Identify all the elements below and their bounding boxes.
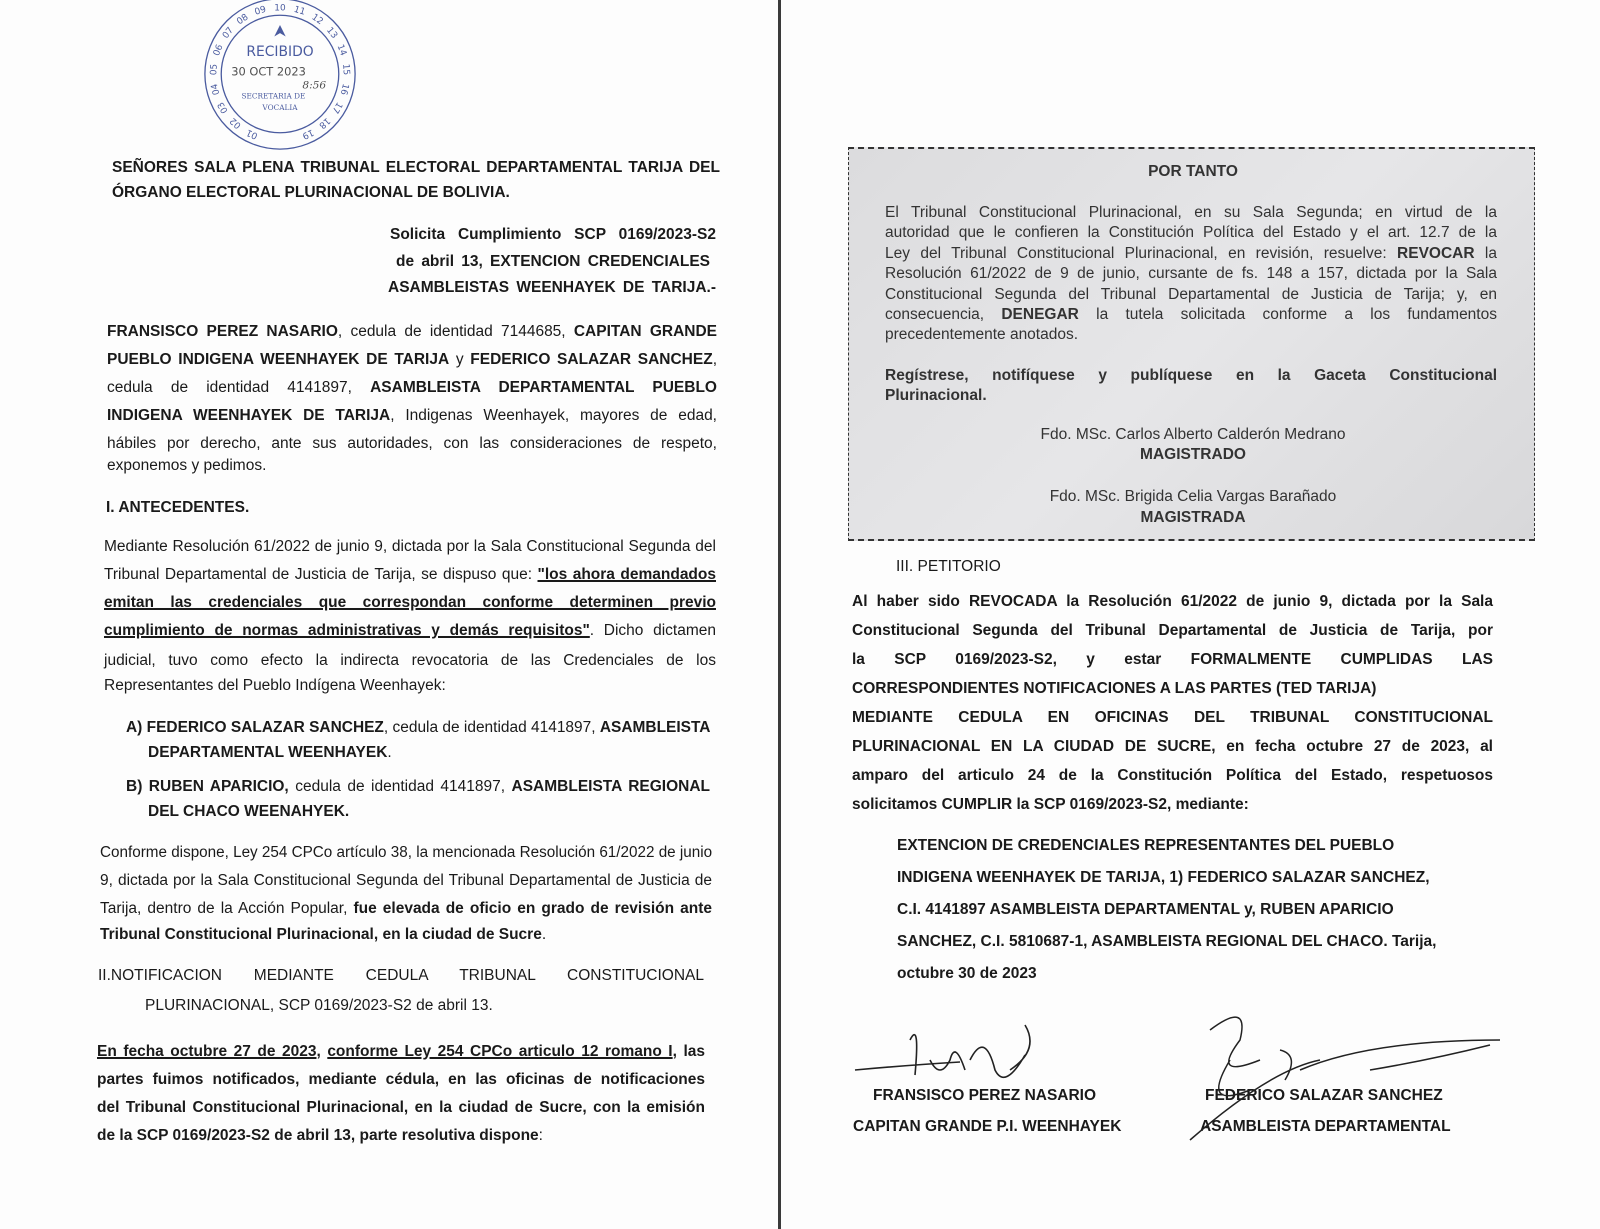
text-segment: DEL CHACO WEENAHYEK. [148,803,350,820]
left-text-line [148,743,448,763]
text-segment: Constitucional Segunda del Tribunal Departamental de Justicia de Tarija [852,622,1452,639]
left-text-line [98,966,704,986]
left-text-line [100,899,712,919]
left-text-line [145,996,545,1016]
text-segment: Plurinacional. [885,387,987,404]
text-segment: autoridad que le confieren la Constitución Política del Estado y el art. 12.7 de la [885,224,1497,241]
text-segment: Tribunal Departamental de Justicia de Tarija, se dispuso que: [104,566,538,583]
text-segment: En fecha octubre 27 de 2023 [97,1043,317,1060]
left-text-line [396,252,710,272]
text-segment: "los ahora demandados [537,566,716,583]
text-segment: INDIGENA WEENHAYEK DE TARIJA [107,407,391,424]
left-text-line [107,406,717,426]
stamp-day-number: 08 [235,12,251,28]
text-segment: SEÑORES SALA PLENA TRIBUNAL ELECTORAL DEPARTAMENTAL TARIJA DEL [112,159,720,176]
text-segment: judicial, tuvo como efecto la indirecta revocatoria de las Credenciales de los [104,652,716,669]
text-segment: Al haber sido REVOCADA la Resolución 61/2022 de junio 9, dictada por la Sala [852,593,1493,610]
stamp-day-number: 06 [212,43,226,58]
text-segment: MAGISTRADO [1140,446,1246,463]
left-text-line [104,593,716,613]
text-segment: REVOCAR [1397,245,1475,262]
por-tanto-text-line [848,487,1538,507]
text-segment: Tarija, dentro de la Acción Popular, [100,900,354,917]
text-segment: amparo del articulo 24 de la Constitución Política del Estado, respetuosos [852,767,1493,784]
text-segment: El Tribunal Constitucional Plurinacional, en su Sala Segunda; en virtud de la [885,204,1497,221]
text-segment: Ley del Tribunal Constitucional Plurinacional, en revisión, resuelve: [885,245,1398,262]
left-text-line [126,718,710,738]
text-segment: Representantes del Pueblo Indígena Weenhayek: [104,677,446,694]
por-tanto-text-line [848,445,1538,465]
left-text-line [107,434,717,454]
stamp-day-number: 18 [316,115,332,131]
stamp-day-number: 11 [292,4,307,18]
text-segment: II. [98,967,111,984]
por-tanto-text-line [885,244,1497,264]
stamp-time: 8:56 [302,78,327,92]
text-segment: Conforme dispone, Ley 254 CPCo artículo 38, la mencionada Resolución 61/2022 de junio [100,844,713,861]
text-segment: FRANSISCO PEREZ NASARIO [107,323,338,340]
text-segment: ASAMBLEISTA [599,719,711,736]
text-segment: Solicita Cumplimiento SCP 0169/2023-S2 [390,226,716,243]
text-segment: NOTIFICACION MEDIANTE CEDULA TRIBUNAL CONSTITUCIONAL [110,967,704,984]
text-segment: Regístrese, notifíquese y publíquese en la Gaceta Constitucional [885,367,1497,384]
text-segment: , [316,1043,328,1060]
text-segment: FRANSISCO PEREZ NASARIO [873,1087,1097,1104]
stamp-day-number: 10 [274,3,286,14]
right-text-line [852,795,1352,815]
text-segment: , por [1451,622,1493,639]
text-segment: consecuencia, [885,306,1002,323]
text-segment: : [538,1127,543,1144]
right-text-line [897,868,1475,888]
text-segment: conforme Ley 254 CPCo articulo 12 romano I [327,1043,673,1060]
por-tanto-text-line [885,386,1497,406]
text-segment: PUEBLO INDIGENA WEENHAYEK DE TARIJA [107,351,450,368]
stamp-day-number: 19 [300,126,316,141]
text-segment: . [541,926,547,943]
left-text-line [97,1070,705,1090]
text-segment: . Dicho dictamen [589,622,716,639]
left-text-line [112,158,720,178]
right-text-line [852,621,1493,641]
left-text-line [148,802,448,822]
text-segment: Resolución 61/2022 de 9 de junio, cursante de fs. 148 a 157, dictada por la Sala [885,265,1497,282]
stamp-day-number: 03 [216,99,231,115]
text-segment: FEDERICO SALAZAR SANCHEZ [470,351,713,368]
stamp-day-number: 14 [334,43,348,58]
stamp-day-number: 02 [228,115,244,131]
text-segment: ÓRGANO ELECTORAL PLURINACIONAL DE BOLIVIA. [112,184,510,201]
text-segment: , cedula de identidad 4141897, [383,719,600,736]
left-text-line [106,498,406,518]
stamp-day-number: 13 [324,25,339,41]
por-tanto-text-line [848,425,1538,445]
text-segment: Constitucional Segunda del Tribunal Departamental de Justicia de Tarija; y, en [885,286,1497,303]
text-segment: emitan las credenciales que correspondan conforme determinen previo [104,594,716,611]
text-segment: Fdo. MSc. Brigida Celia Vargas Barañado [1049,488,1337,505]
text-segment: , cedula de identidad 7144685, [337,323,574,340]
text-segment: la SCP 0169/2023-S2, y estar FORMALMENTE CUMPLIDAS LAS [852,651,1493,668]
stamp-day-number: 09 [253,4,268,18]
stamp-office-1: SECRETARIA DE [241,91,306,101]
stamp-label: RECIBIDO [246,44,314,61]
stamp-day-number: 04 [209,82,223,96]
left-text-line [107,456,407,476]
text-segment: octubre 30 de 2023 [897,965,1037,982]
por-tanto-text-line [885,366,1497,386]
left-text-line [107,322,717,342]
text-segment: Fdo. MSc. Carlos Alberto Calderón Medrano [1040,426,1346,443]
text-segment: EXTENCION DE CREDENCIALES REPRESENTANTES DEL PUEBLO [897,837,1395,854]
text-segment: DEPARTAMENTAL WEENHAYEK [148,744,388,761]
text-segment: ASAMBLEISTA REGIONAL [511,778,710,795]
por-tanto-text-line [885,203,1497,223]
left-text-line [97,1126,597,1146]
text-segment: I. ANTECEDENTES. [106,499,250,516]
text-segment: precedentemente anotados. [885,326,1079,343]
text-segment: y [449,351,471,368]
text-segment: C.I. 4141897 ASAMBLEISTA DEPARTAMENTAL y, RUBEN APARICIO [897,901,1394,918]
text-segment: exponemos y pedimos. [107,457,267,474]
text-segment: INDIGENA WEENHAYEK DE TARIJA, 1) FEDERICO SALAZAR SANCHEZ, [897,869,1430,886]
text-segment: fue elevada de oficio en grado de revisión ante [353,900,712,917]
text-segment: , las [672,1043,705,1060]
text-segment: cedula de identidad 4141897, [107,379,371,396]
left-text-line [104,565,716,585]
text-segment: A) FEDERICO SALAZAR SANCHEZ [126,719,384,736]
left-text-line [126,777,710,797]
right-text-line [896,557,1196,577]
stamp-day-number: 05 [209,63,220,76]
signature-fransisco-perez [850,1010,1070,1090]
left-text-line [104,676,504,696]
stamp-day-number: 07 [221,25,236,41]
text-segment: la [1474,245,1497,262]
text-segment: ASAMBLEISTA DEPARTAMENTAL PUEBLO [370,379,717,396]
right-text-line [852,679,1422,699]
text-segment: de la SCP 0169/2023-S2 de abril 13, parte resolutiva dispone [97,1127,539,1144]
stamp-day-number: 15 [340,63,351,76]
left-text-line [107,378,717,398]
right-text-line [852,708,1493,728]
text-segment: , [712,351,717,368]
right-text-line [897,964,1197,984]
stamp-day-number: 01 [244,126,260,141]
right-text-line [852,650,1493,670]
por-tanto-text-line [848,508,1538,528]
left-text-line [104,621,716,641]
text-segment: la tutela solicitada conforme a los fundamentos [1078,306,1497,323]
text-segment: MAGISTRADA [1140,509,1246,526]
left-text-line [104,537,716,557]
text-segment: POR TANTO [1148,163,1238,180]
right-text-line [897,836,1437,856]
text-segment: CAPITAN GRANDE P.I. WEENHAYEK [853,1118,1122,1135]
text-segment: ASAMBLEISTAS WEENHAYEK DE TARIJA.- [388,279,716,296]
text-segment: ASAMBLEISTA DEPARTAMENTAL [1200,1118,1451,1135]
text-segment: cumplimiento de normas administrativas y demás requisitos" [104,622,590,639]
stamp-day-number: 16 [337,82,351,96]
stamp-date: 30 OCT 2023 [231,64,306,79]
por-tanto-text-line [885,305,1497,325]
right-text-line [897,900,1467,920]
text-segment: partes fuimos notificados, mediante cédula, en las oficinas de notificaciones [97,1071,705,1088]
text-segment: 9, dictada por la Sala Constitucional Segunda del Tribunal Departamental de Justicia de [100,872,712,889]
left-text-line [100,843,712,863]
text-segment: cedula de identidad 4141897, [288,778,512,795]
text-segment: PLURINACIONAL, SCP 0169/2023-S2 de abril 13. [145,997,493,1014]
signature-federico-salazar [1170,1000,1510,1150]
text-segment: . [387,744,392,761]
text-segment: de abril 13, EXTENCION CREDENCIALES [396,253,710,270]
text-segment: B) RUBEN APARICIO, [126,778,289,795]
left-text-line [97,1098,705,1118]
stamp-logo-icon [274,25,285,36]
text-segment: CORRESPONDIENTES NOTIFICACIONES A LAS PARTES (TED TARIJA) [852,680,1377,697]
text-segment: solicitamos CUMPLIR la SCP 0169/2023-S2, mediante: [852,796,1249,813]
por-tanto-text-line [885,223,1497,243]
text-segment: hábiles por derecho, ante sus autoridades, con las consideraciones de respeto, [107,435,717,452]
right-text-line [853,1117,1173,1137]
left-text-line [107,350,717,370]
stamp-day-number: 12 [309,12,325,28]
por-tanto-text-line [885,264,1497,284]
text-segment: , Indigenas Weenhayek, mayores de edad, [390,407,717,424]
left-text-line [97,1042,705,1062]
text-segment: PLURINACIONAL EN LA CIUDAD DE SUCRE, en fecha octubre 27 de 2023, al [852,738,1493,755]
left-text-line [100,871,712,891]
left-text-line [388,278,716,298]
right-text-line [852,592,1493,612]
text-segment: MEDIANTE CEDULA EN OFICINAS DEL TRIBUNAL CONSTITUCIONAL [852,709,1493,726]
por-tanto-text-line [885,325,1497,345]
text-segment: DENEGAR [1001,306,1079,323]
por-tanto-text-line [885,285,1497,305]
por-tanto-text-line [848,162,1538,182]
left-text-line [112,183,552,203]
text-segment: III. PETITORIO [896,558,1001,575]
text-segment: del Tribunal Constitucional Plurinacional, en la ciudad de Sucre, con la emisión [97,1099,705,1116]
text-segment: Tribunal Constitucional Plurinacional, en la ciudad de Sucre [100,926,542,943]
stamp-office-2: VOCALIA [262,102,298,112]
right-text-line [852,737,1493,757]
left-text-line [104,651,716,671]
left-text-line [100,925,620,945]
text-segment: CAPITAN GRANDE [573,323,717,340]
text-segment: FEDERICO SALAZAR SANCHEZ [1205,1087,1443,1104]
stamp-day-number: 17 [329,99,344,115]
text-segment: Mediante Resolución 61/2022 de junio 9, dictada por la Sala Constitucional Segunda del [104,538,716,555]
right-text-line [852,766,1493,786]
left-text-line [390,225,716,245]
recibido-stamp [200,0,360,154]
right-text-line [897,932,1493,952]
text-segment: SANCHEZ, C.I. 5810687-1, ASAMBLEISTA REGIONAL DEL CHACO. Tarija, [897,933,1437,950]
